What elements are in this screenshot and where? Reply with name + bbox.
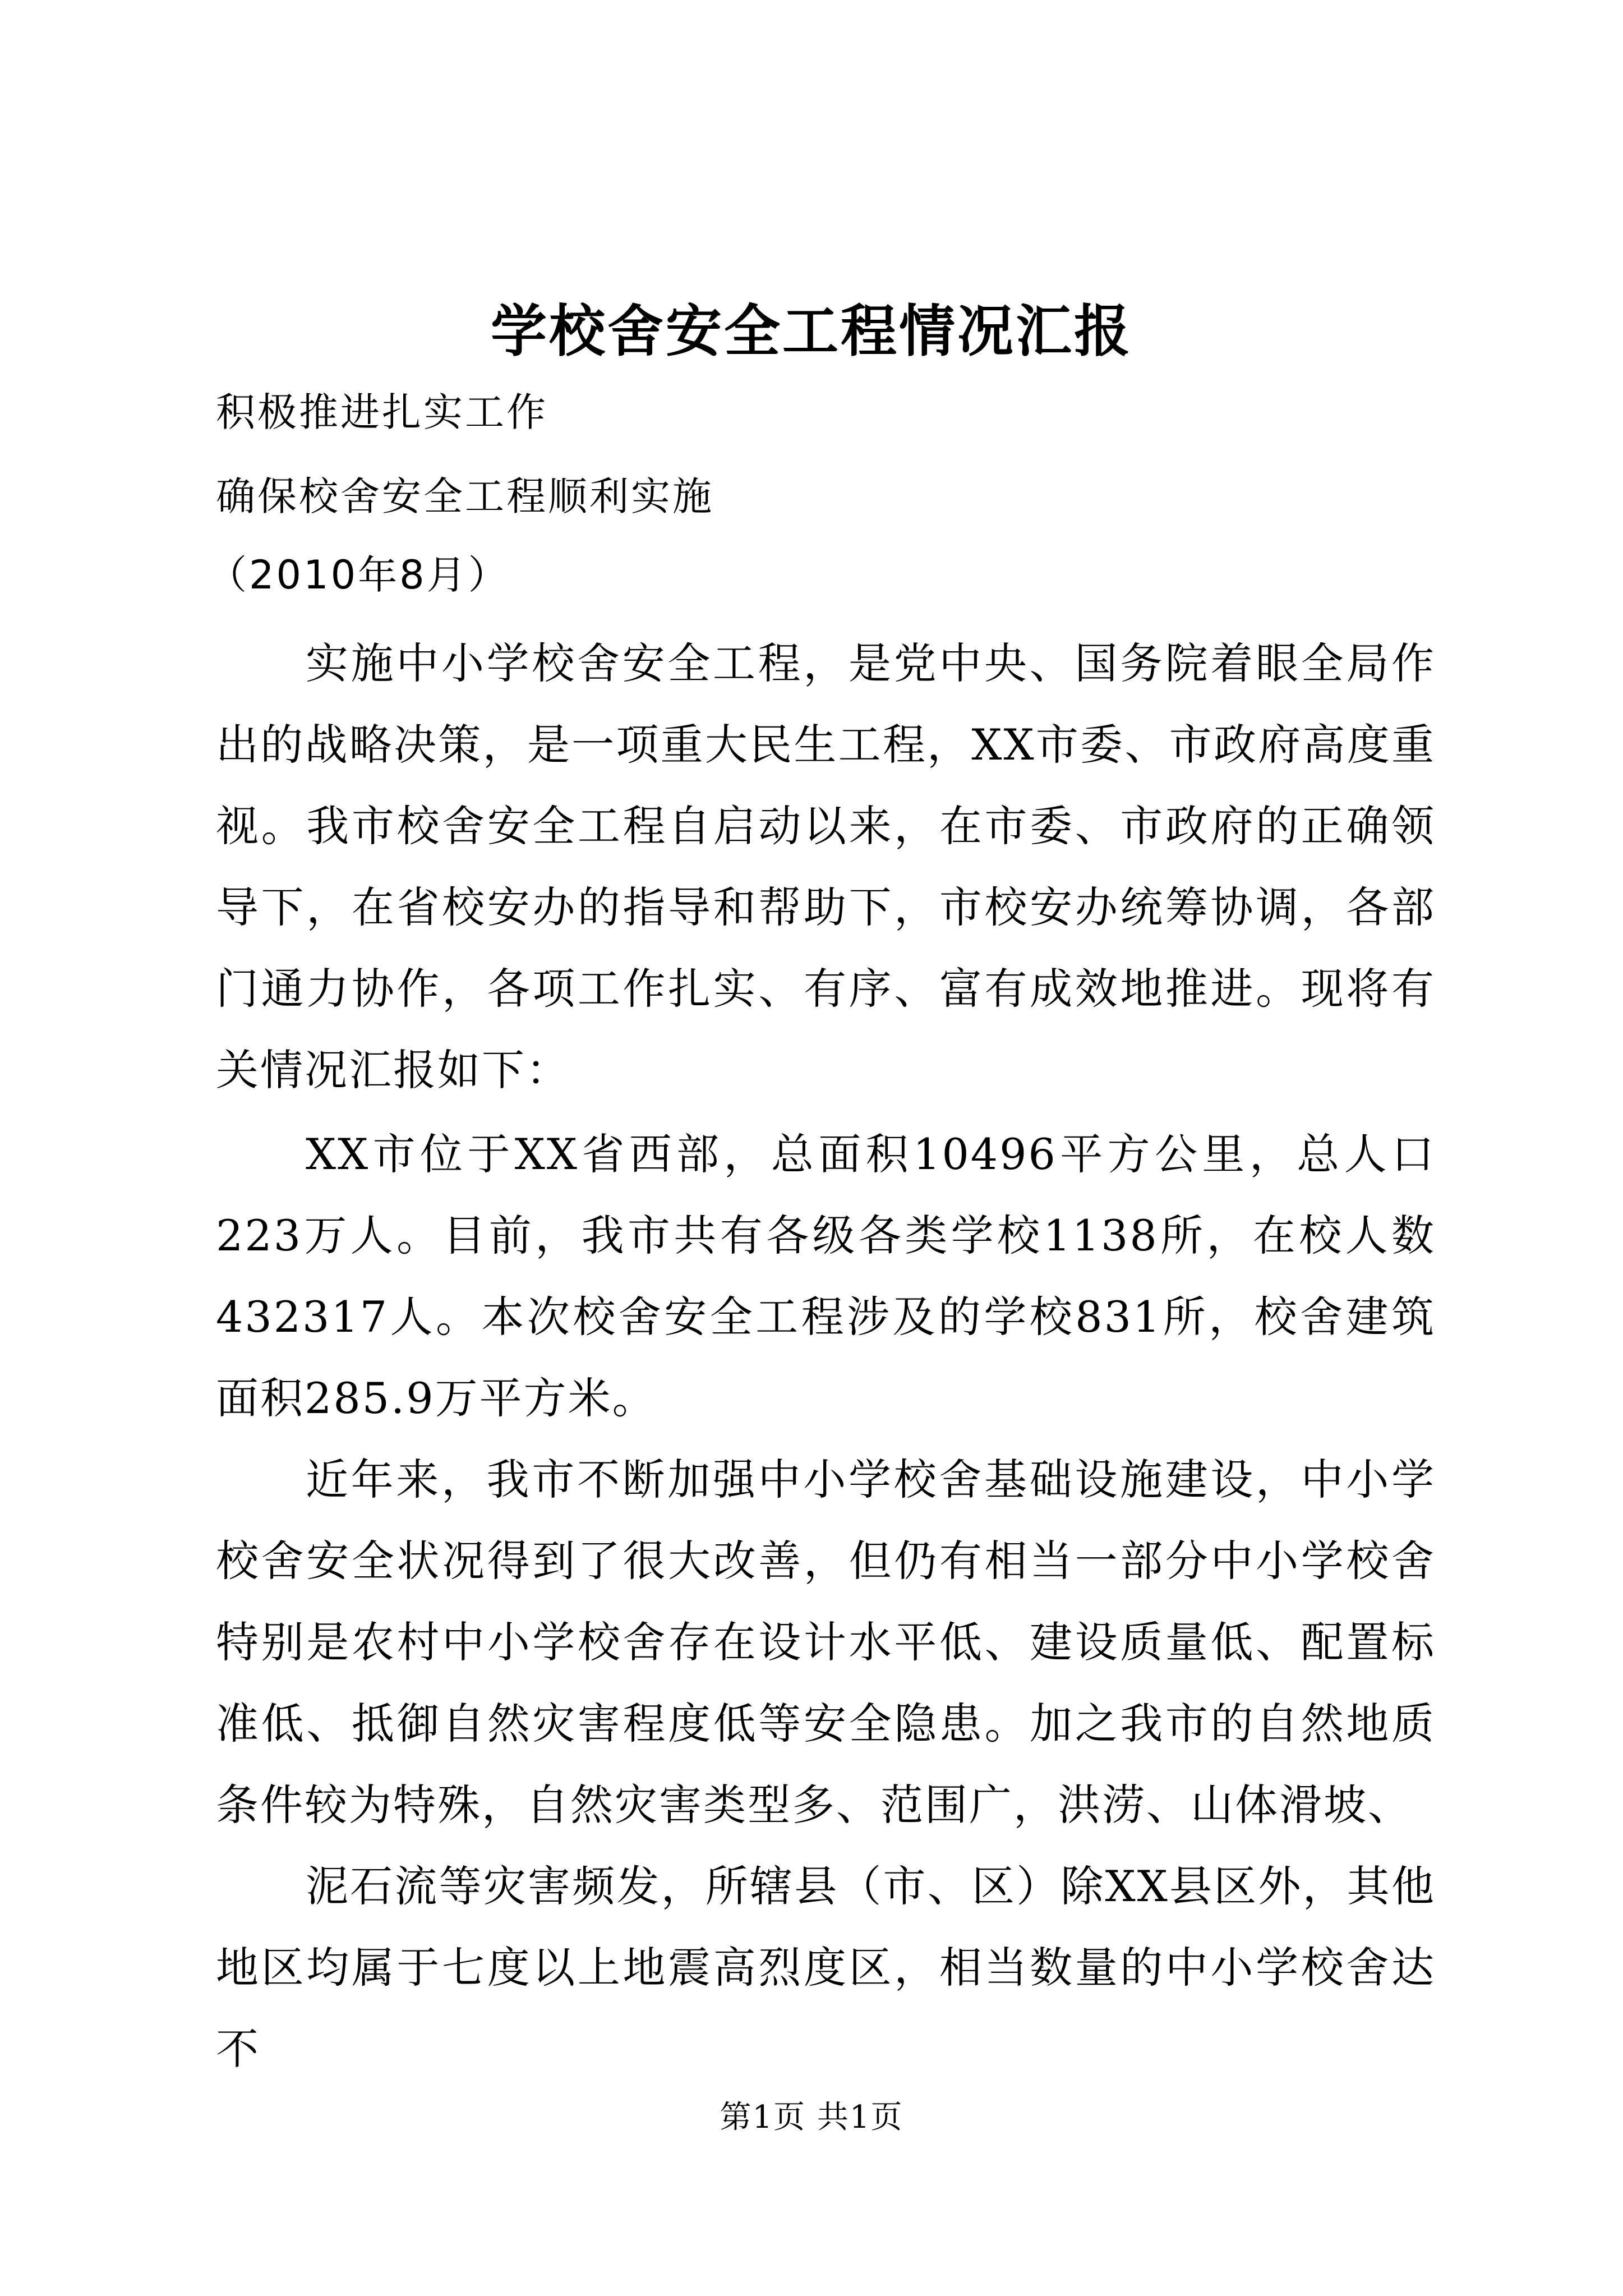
paragraph-overview: XX市位于XX省西部，总面积10496平方公里，总人口223万人。目前，我市共有各级各类学校1138所，在校人数432317人。本次校舍安全工程涉及的学校831所，校舍建筑面积285.9万平方米。 xyxy=(216,1129,1436,1423)
paragraph-hazards: 泥石流等灾害频发，所辖县（市、区）除XX县区外，其他地区均属于七度以上地震高烈度区，相当数量的中小学校舍达不 xyxy=(216,1861,1436,2074)
date-line: （2010年8月） xyxy=(208,552,510,598)
subtitle-line-2: 确保校舍安全工程顺利实施 xyxy=(216,473,714,519)
paragraph-intro: 实施中小学校舍安全工程，是党中央、国务院着眼全局作出的战略决策，是一项重大民生工程，XX市委、市政府高度重视。我市校舍安全工程自启动以来，在市委、市政府的正确领导下，在省校安办的指导和帮助下，市校安办统筹协调，各部门通力协作，各项工作扎实、有序、富有成效地推进。现将有关情况汇报如下： xyxy=(216,638,1436,1095)
paragraph-background: 近年来，我市不断加强中小学校舍基础设施建设，中小学校舍安全状况得到了很大改善，但仍有相当一部分中小学校舍特别是农村中小学校舍存在设计水平低、建设质量低、配置标准低、抵御自然灾害程度低等安全隐患。加之我市的自然地质条件较为特殊，自然灾害类型多、范围广，洪涝、山体滑坡、 xyxy=(216,1455,1436,1830)
document-title: 学校舍安全工程情况汇报 xyxy=(491,298,1132,364)
page-footer: 第1页 共1页 xyxy=(720,2099,903,2136)
subtitle-line-1: 积极推进扎实工作 xyxy=(216,389,548,435)
